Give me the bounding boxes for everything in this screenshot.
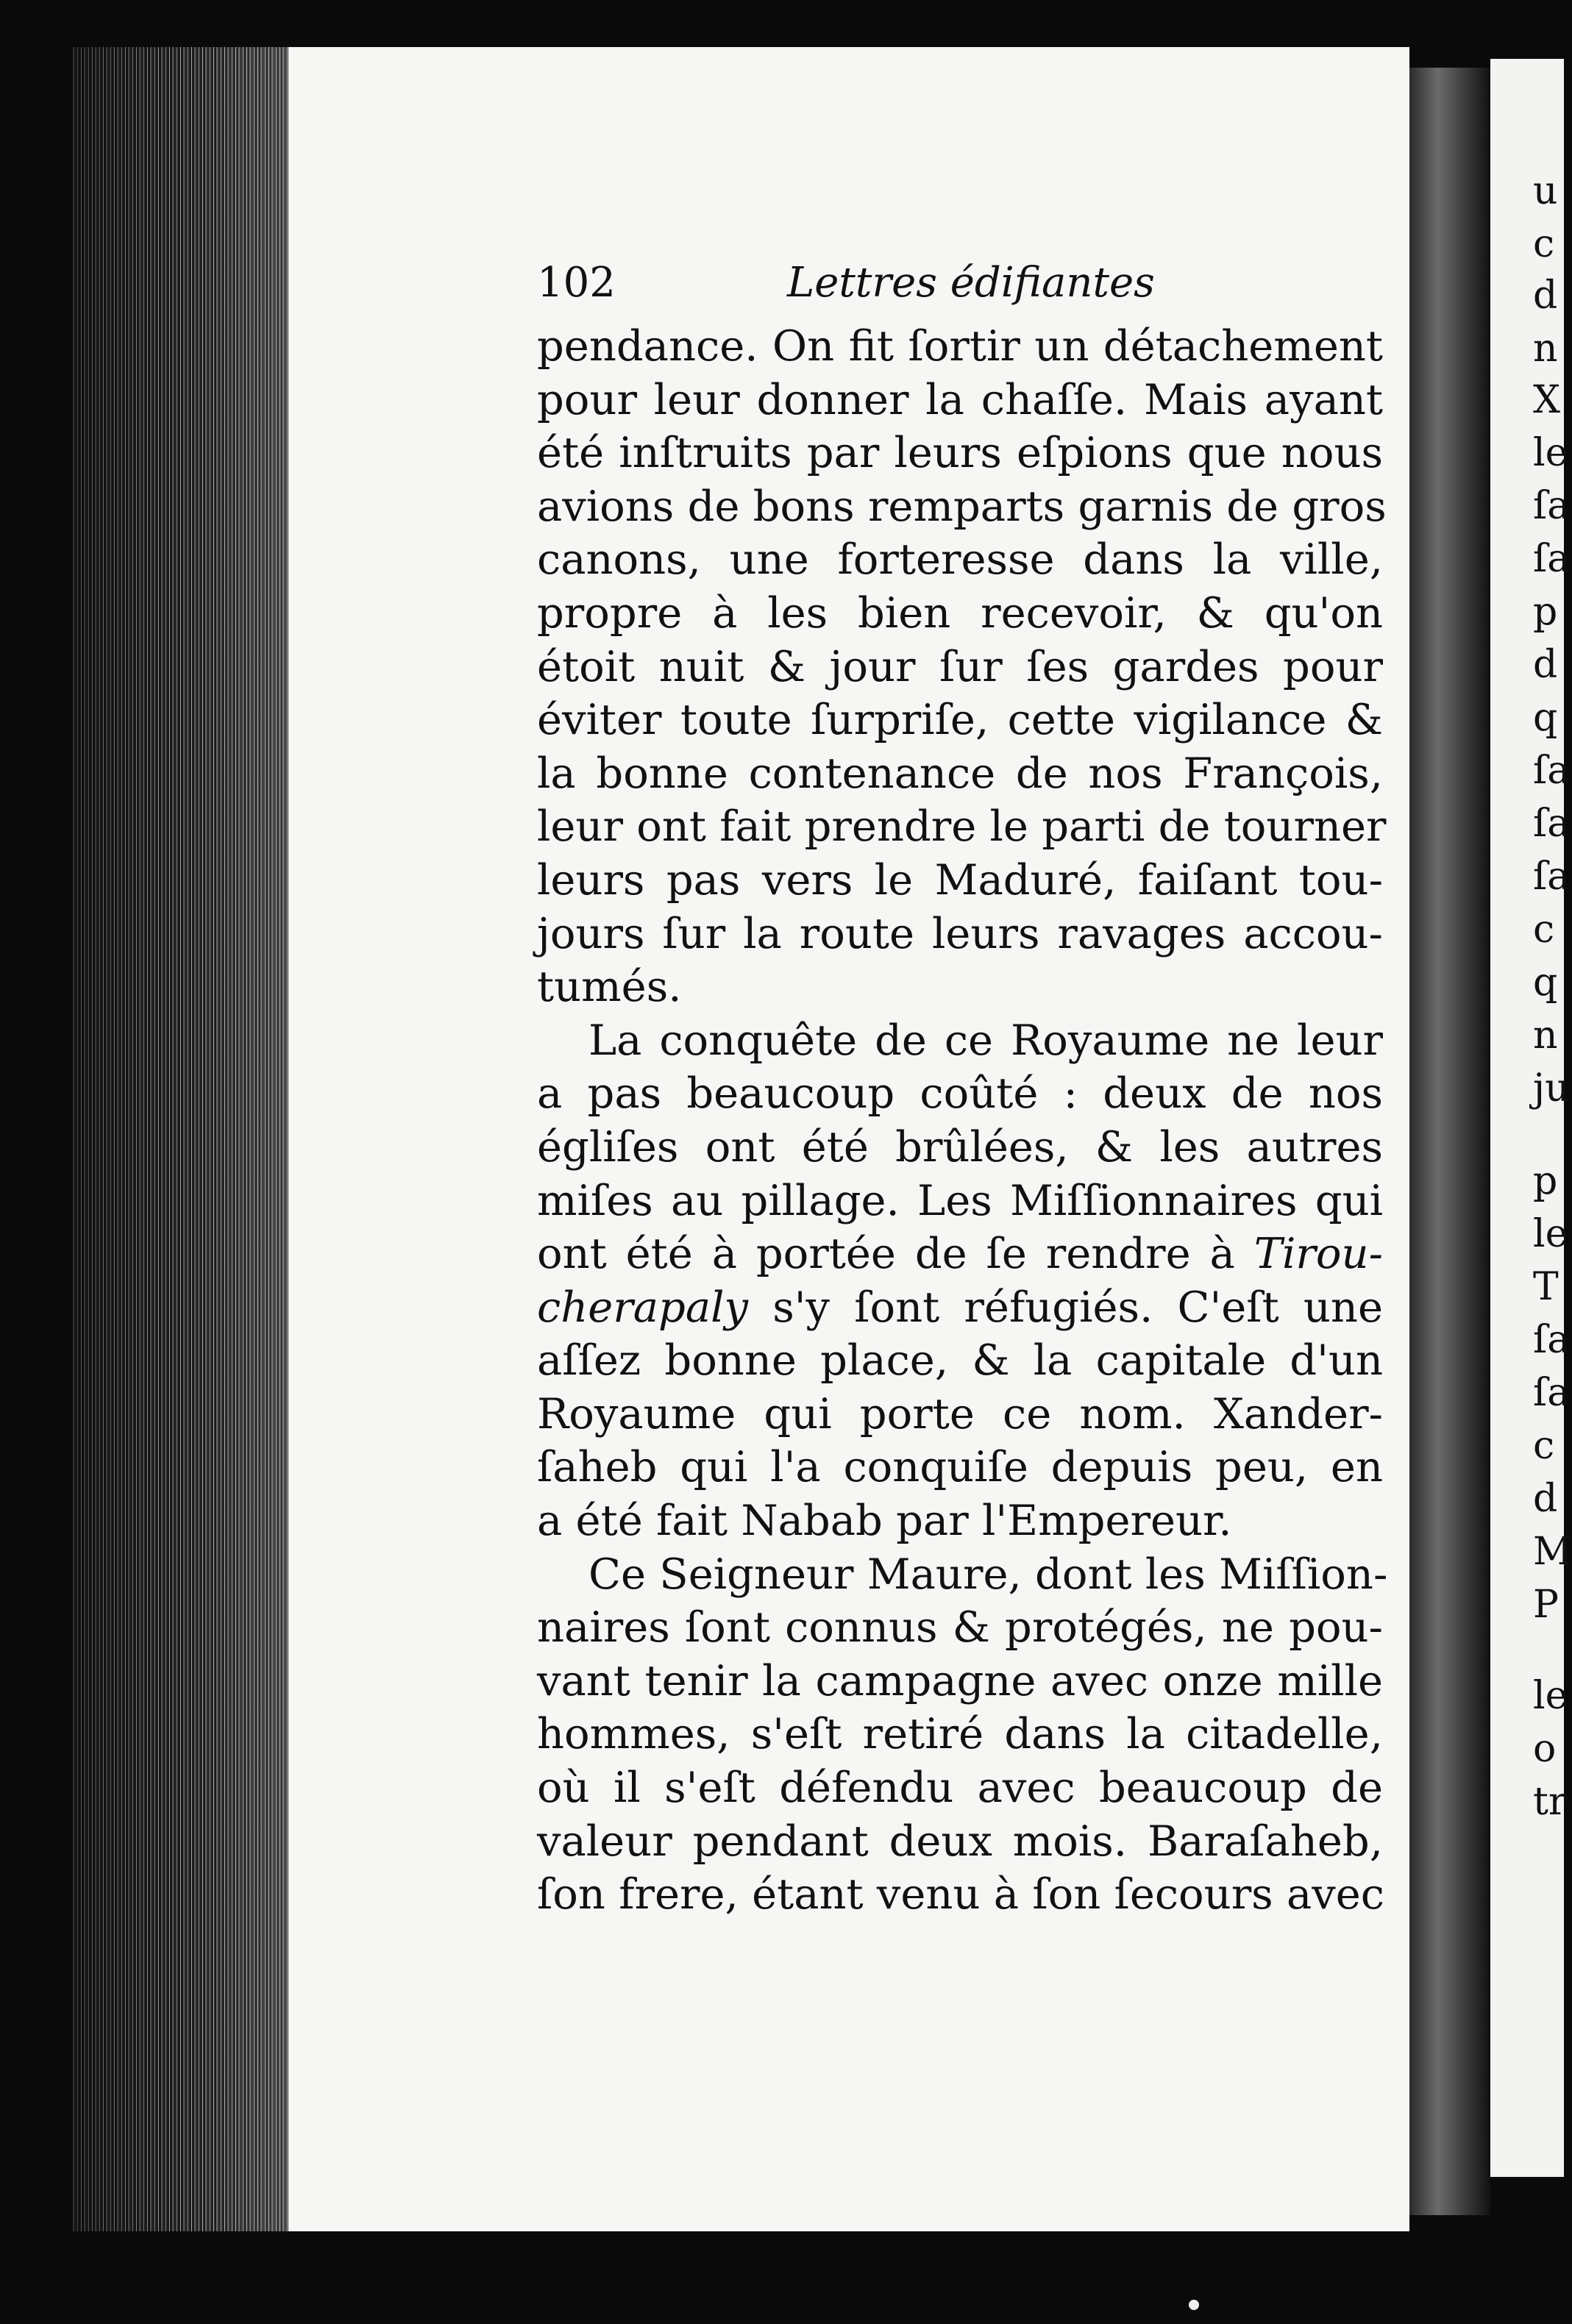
next-page-fragment: o [1533, 1727, 1557, 1771]
text-line: leurs pas vers le Maduré, faiſant tou- [537, 855, 1383, 905]
text-line: Royaume qui porte ce nom. Xander- [537, 1389, 1383, 1439]
next-page-fragment: p [1533, 1159, 1558, 1203]
next-page-fragment: le [1533, 1674, 1568, 1718]
text-line: naires ſont connus & protégés, ne pou- [537, 1603, 1383, 1653]
page-number: 102 [537, 259, 616, 307]
next-page-fragment: X [1533, 378, 1561, 422]
text-line: pour leur donner la chaſſe. Mais ayant [537, 374, 1383, 424]
running-title: Lettres édifiantes [787, 259, 1155, 307]
next-page-fragment: q [1533, 696, 1558, 740]
next-page-fragment: ſa [1533, 1318, 1571, 1362]
text-line: égliſes ont été brûlées, & les autres [537, 1122, 1383, 1172]
text-line: Ce Seigneur Maure, dont les Miſſion- [588, 1549, 1388, 1599]
next-page-fragment: tr [1533, 1780, 1567, 1824]
next-page-fragment: T [1533, 1265, 1559, 1309]
text-line: avions de bons remparts garnis de gros [537, 481, 1387, 531]
text-line: aſſez bonne place, & la capitale d'un [537, 1336, 1383, 1386]
text-line: ont été à portée de ſe rendre à Tirou- [537, 1229, 1383, 1279]
next-page-fragment: p [1533, 590, 1558, 634]
next-page-fragment: c [1533, 222, 1555, 266]
text-line: vant tenir la campagne avec onze mille [537, 1655, 1383, 1705]
text-line: ſon frere, étant venu à ſon ſecours avec [537, 1869, 1384, 1920]
text-line: été inſtruits par leurs eſpions que nous [537, 428, 1383, 478]
text-line: canons, une forteresse dans la ville, [537, 535, 1383, 585]
text-line: tumés. [537, 962, 682, 1012]
text-line: pendance. On fit ſortir un détachement [537, 321, 1383, 371]
italic-place-name: cherapaly [537, 1282, 748, 1332]
text-line: hommes, s'eſt retiré dans la citadelle, [537, 1709, 1383, 1759]
text-line: éviter toute ſurpriſe, cette vigilance & [537, 695, 1383, 745]
next-page-fragment: d [1533, 274, 1558, 318]
text-line: étoit nuit & jour ſur ſes gardes pour [537, 641, 1383, 691]
text-line: valeur pendant deux mois. Baraſaheb, [537, 1816, 1383, 1866]
next-page-fragment: c [1533, 908, 1555, 952]
next-page-fragment: ſa [1533, 749, 1571, 793]
next-page-margin [1490, 59, 1572, 2177]
next-page-fragment: n [1533, 1013, 1558, 1058]
text-line: a été fait Nabab par l'Empereur. [537, 1496, 1232, 1546]
text-line: jours ſur la route leurs ravages accou- [537, 908, 1383, 958]
next-page-fragment: d [1533, 643, 1558, 687]
book-gutter [1409, 68, 1490, 2215]
body-text [537, 320, 1388, 1922]
next-page-fragment: ju [1533, 1066, 1570, 1111]
next-page-fragment: d [1533, 1477, 1558, 1521]
italic-place-name: Tirou- [1253, 1229, 1383, 1279]
text-line: propre à les bien recevoir, & qu'on [537, 588, 1383, 638]
next-page-fragment: ſa [1533, 855, 1571, 899]
next-page-fragment: le [1533, 1212, 1568, 1256]
next-page-fragment: ſa [1533, 1371, 1571, 1415]
text-line: a pas beaucoup coûté : deux de nos [537, 1069, 1383, 1119]
next-page-fragment: ſa [1533, 537, 1571, 581]
scan-speck [1189, 2300, 1199, 2310]
next-page-fragment: M [1533, 1530, 1572, 1574]
text-line: leur ont fait prendre le parti de tourner [537, 802, 1387, 852]
text-line: miſes au pillage. Les Miſſionnaires qui [537, 1175, 1383, 1225]
next-page-fragment: n [1533, 327, 1558, 371]
text-line: la bonne contenance de nos François, [537, 748, 1383, 798]
next-page-fragment: P [1533, 1583, 1559, 1627]
text-line: cherapaly s'y ſont réfugiés. C'eſt une [537, 1282, 1383, 1332]
book-page-edges [71, 47, 291, 2231]
text-line: La conquête de ce Royaume ne leur [588, 1015, 1383, 1065]
next-page-fragment: ſa [1533, 802, 1571, 846]
next-page-fragment: c [1533, 1424, 1555, 1468]
next-page-fragment: q [1533, 960, 1558, 1005]
next-page-fragment: ſa [1533, 484, 1571, 528]
next-page-fragment: le [1533, 431, 1568, 475]
text-line: ſaheb qui l'a conquiſe depuis peu, en [537, 1442, 1383, 1492]
text-line: où il s'eſt défendu avec beaucoup de [537, 1763, 1383, 1813]
next-page-fragment: u [1533, 169, 1558, 213]
